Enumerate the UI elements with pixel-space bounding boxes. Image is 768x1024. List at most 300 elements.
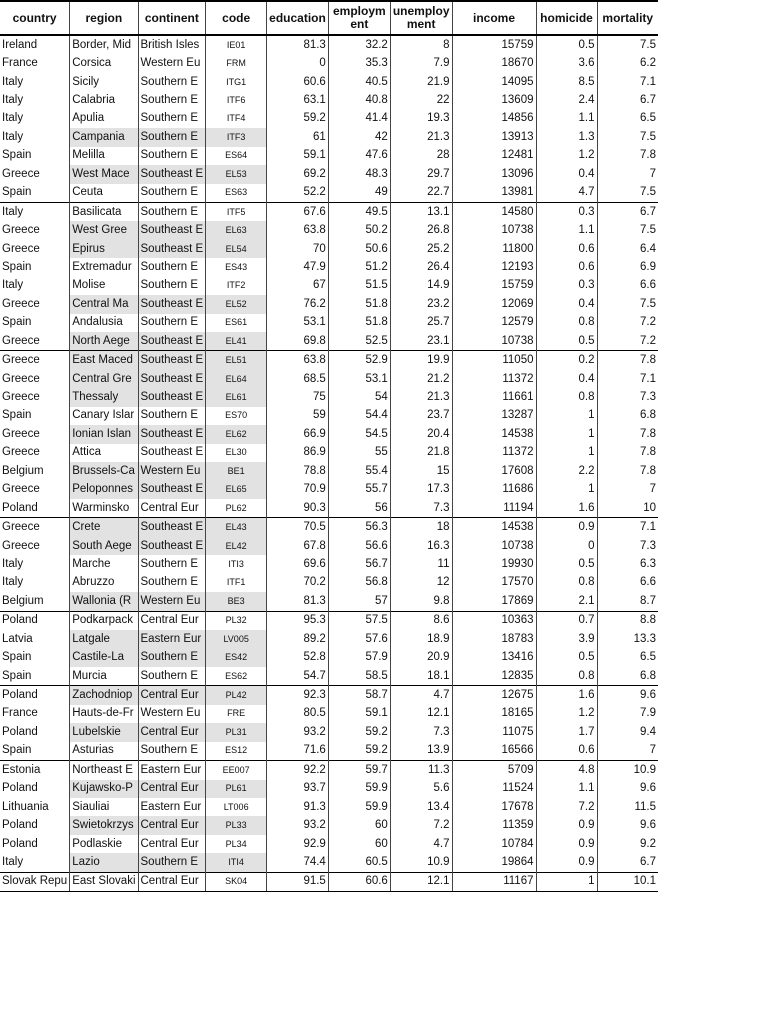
cell-country[interactable]: Greece <box>2 391 40 404</box>
cell-mortality[interactable]: 9.6 <box>597 816 658 834</box>
cell-country[interactable]: Italy <box>2 75 24 88</box>
cell-continent[interactable]: Southern E <box>138 742 206 761</box>
cell-country[interactable]: France <box>2 707 38 720</box>
cell-unemployment[interactable]: 12 <box>390 574 452 592</box>
cell-employment[interactable]: 53.1 <box>328 370 390 388</box>
cell-country[interactable]: Spain <box>2 669 32 682</box>
cell-employment[interactable]: 59.9 <box>328 798 390 816</box>
cell-homicide[interactable]: 4.8 <box>536 761 597 780</box>
cell-employment[interactable]: 32.2 <box>328 35 390 54</box>
cell-income[interactable]: 14580 <box>452 202 536 221</box>
cell-income[interactable]: 14538 <box>452 425 536 443</box>
cell-country[interactable]: Spain <box>2 651 32 664</box>
cell-continent[interactable]: Southern E <box>138 202 206 221</box>
cell-income[interactable]: 11167 <box>452 872 536 891</box>
cell-education[interactable]: 52.8 <box>267 648 329 666</box>
cell-region[interactable]: Warminsko <box>70 499 138 518</box>
cell-income[interactable]: 11372 <box>452 444 536 462</box>
cell-code[interactable]: FRE <box>206 705 267 723</box>
col-header-code[interactable]: code <box>206 1 267 35</box>
cell-region[interactable]: Apulia <box>70 110 138 128</box>
cell-country[interactable]: Poland <box>2 819 38 832</box>
cell-homicide[interactable]: 0.9 <box>536 853 597 872</box>
cell-employment[interactable]: 51.5 <box>328 277 390 295</box>
cell-unemployment[interactable]: 25.2 <box>390 240 452 258</box>
cell-region[interactable]: Zachodniop <box>70 686 138 705</box>
cell-code[interactable]: ITG1 <box>206 73 267 91</box>
cell-homicide[interactable]: 1.2 <box>536 705 597 723</box>
cell-region[interactable]: Sicily <box>70 73 138 91</box>
cell-continent[interactable]: Southeast E <box>138 165 206 183</box>
cell-education[interactable]: 81.3 <box>267 35 329 54</box>
cell-country[interactable]: Italy <box>2 576 24 589</box>
cell-income[interactable]: 10738 <box>452 221 536 239</box>
cell-continent[interactable]: Southeast E <box>138 444 206 462</box>
cell-mortality[interactable]: 6.7 <box>597 202 658 221</box>
cell-income[interactable]: 17570 <box>452 574 536 592</box>
cell-code[interactable]: ITF6 <box>206 91 267 109</box>
cell-region[interactable]: Molise <box>70 277 138 295</box>
cell-income[interactable]: 11359 <box>452 816 536 834</box>
cell-income[interactable]: 13609 <box>452 91 536 109</box>
cell-employment[interactable]: 59.2 <box>328 742 390 761</box>
cell-continent[interactable]: Southern E <box>138 184 206 203</box>
cell-continent[interactable]: Central Eur <box>138 723 206 741</box>
cell-homicide[interactable]: 0.5 <box>536 555 597 573</box>
cell-unemployment[interactable]: 5.6 <box>390 780 452 798</box>
cell-code[interactable]: ES43 <box>206 258 267 276</box>
cell-code[interactable]: PL34 <box>206 835 267 853</box>
cell-country[interactable]: Poland <box>2 837 38 850</box>
cell-continent[interactable]: Southeast E <box>138 481 206 499</box>
cell-education[interactable]: 70.2 <box>267 574 329 592</box>
cell-income[interactable]: 10784 <box>452 835 536 853</box>
cell-education[interactable]: 90.3 <box>267 499 329 518</box>
cell-country[interactable]: Lithuania <box>2 800 49 813</box>
cell-mortality[interactable]: 9.6 <box>597 780 658 798</box>
cell-country[interactable]: Italy <box>2 112 24 125</box>
cell-employment[interactable]: 49 <box>328 184 390 203</box>
cell-education[interactable]: 75 <box>267 388 329 406</box>
cell-unemployment[interactable]: 11 <box>390 555 452 573</box>
cell-mortality[interactable]: 10.1 <box>597 872 658 891</box>
cell-unemployment[interactable]: 11.3 <box>390 761 452 780</box>
cell-region[interactable]: Castile-La <box>70 648 138 666</box>
cell-income[interactable]: 18783 <box>452 630 536 648</box>
cell-homicide[interactable]: 2.2 <box>536 462 597 480</box>
cell-income[interactable]: 11075 <box>452 723 536 741</box>
cell-code[interactable]: EL30 <box>206 444 267 462</box>
cell-code[interactable]: BE1 <box>206 462 267 480</box>
cell-country[interactable]: Poland <box>2 501 38 514</box>
cell-unemployment[interactable]: 23.7 <box>390 407 452 425</box>
cell-employment[interactable]: 57 <box>328 592 390 611</box>
cell-unemployment[interactable]: 19.9 <box>390 351 452 370</box>
cell-income[interactable]: 13416 <box>452 648 536 666</box>
cell-continent[interactable]: Southeast E <box>138 332 206 351</box>
cell-employment[interactable]: 60.5 <box>328 853 390 872</box>
cell-code[interactable]: PL42 <box>206 686 267 705</box>
cell-region[interactable]: Podlaskie <box>70 835 138 853</box>
cell-education[interactable]: 89.2 <box>267 630 329 648</box>
cell-income[interactable]: 12579 <box>452 314 536 332</box>
cell-code[interactable]: ES61 <box>206 314 267 332</box>
cell-country[interactable]: Belgium <box>2 464 44 477</box>
cell-employment[interactable]: 52.9 <box>328 351 390 370</box>
cell-mortality[interactable]: 6.8 <box>597 407 658 425</box>
cell-homicide[interactable]: 7.2 <box>536 798 597 816</box>
cell-code[interactable]: EL43 <box>206 518 267 537</box>
cell-region[interactable]: West Mace <box>70 165 138 183</box>
cell-education[interactable]: 52.2 <box>267 184 329 203</box>
cell-continent[interactable]: Southern E <box>138 853 206 872</box>
cell-continent[interactable]: Southern E <box>138 277 206 295</box>
cell-employment[interactable]: 60 <box>328 835 390 853</box>
cell-mortality[interactable]: 7.8 <box>597 462 658 480</box>
cell-homicide[interactable]: 1 <box>536 444 597 462</box>
cell-region[interactable]: Lubelskie <box>70 723 138 741</box>
cell-country[interactable]: Greece <box>2 427 40 440</box>
cell-continent[interactable]: Southeast E <box>138 221 206 239</box>
cell-mortality[interactable]: 8.7 <box>597 592 658 611</box>
cell-mortality[interactable]: 7.1 <box>597 370 658 388</box>
col-header-unemployment[interactable]: unemploy ment <box>390 1 452 35</box>
cell-education[interactable]: 0 <box>267 54 329 72</box>
cell-code[interactable]: ES62 <box>206 667 267 686</box>
cell-continent[interactable]: British Isles <box>138 35 206 54</box>
cell-region[interactable]: Ionian Islan <box>70 425 138 443</box>
cell-homicide[interactable]: 1.2 <box>536 147 597 165</box>
cell-education[interactable]: 63.1 <box>267 91 329 109</box>
cell-country[interactable]: Spain <box>2 316 32 329</box>
col-header-employment[interactable]: employm ent <box>328 1 390 35</box>
cell-continent[interactable]: Southern E <box>138 147 206 165</box>
col-header-country[interactable]: country <box>0 1 70 35</box>
cell-mortality[interactable]: 6.8 <box>597 667 658 686</box>
cell-unemployment[interactable]: 25.7 <box>390 314 452 332</box>
cell-continent[interactable]: Central Eur <box>138 611 206 630</box>
cell-employment[interactable]: 58.7 <box>328 686 390 705</box>
cell-continent[interactable]: Central Eur <box>138 816 206 834</box>
cell-mortality[interactable]: 6.4 <box>597 240 658 258</box>
cell-unemployment[interactable]: 22.7 <box>390 184 452 203</box>
cell-code[interactable]: ITF4 <box>206 110 267 128</box>
cell-homicide[interactable]: 1 <box>536 872 597 891</box>
cell-education[interactable]: 69.6 <box>267 555 329 573</box>
cell-income[interactable]: 11050 <box>452 351 536 370</box>
cell-continent[interactable]: Western Eu <box>138 54 206 72</box>
cell-mortality[interactable]: 10 <box>597 499 658 518</box>
cell-income[interactable]: 13913 <box>452 128 536 146</box>
cell-region[interactable]: Calabria <box>70 91 138 109</box>
cell-country[interactable]: Italy <box>2 130 24 143</box>
cell-employment[interactable]: 52.5 <box>328 332 390 351</box>
cell-employment[interactable]: 56 <box>328 499 390 518</box>
cell-education[interactable]: 70.9 <box>267 481 329 499</box>
cell-unemployment[interactable]: 21.3 <box>390 128 452 146</box>
col-header-continent[interactable]: continent <box>138 1 206 35</box>
cell-unemployment[interactable]: 10.9 <box>390 853 452 872</box>
cell-education[interactable]: 92.3 <box>267 686 329 705</box>
cell-mortality[interactable]: 6.2 <box>597 54 658 72</box>
cell-region[interactable]: Swietokrzys <box>70 816 138 834</box>
cell-continent[interactable]: Central Eur <box>138 835 206 853</box>
cell-continent[interactable]: Southeast E <box>138 370 206 388</box>
cell-employment[interactable]: 54.4 <box>328 407 390 425</box>
cell-country[interactable]: Spain <box>2 149 32 162</box>
cell-unemployment[interactable]: 7.3 <box>390 723 452 741</box>
cell-continent[interactable]: Western Eu <box>138 592 206 611</box>
cell-education[interactable]: 92.9 <box>267 835 329 853</box>
cell-unemployment[interactable]: 23.1 <box>390 332 452 351</box>
cell-continent[interactable]: Western Eu <box>138 462 206 480</box>
cell-education[interactable]: 69.8 <box>267 332 329 351</box>
cell-income[interactable]: 14538 <box>452 518 536 537</box>
cell-homicide[interactable]: 0.4 <box>536 370 597 388</box>
cell-region[interactable]: Ceuta <box>70 184 138 203</box>
cell-homicide[interactable]: 1 <box>536 407 597 425</box>
cell-code[interactable]: EL54 <box>206 240 267 258</box>
cell-continent[interactable]: Central Eur <box>138 499 206 518</box>
cell-unemployment[interactable]: 21.9 <box>390 73 452 91</box>
cell-employment[interactable]: 56.3 <box>328 518 390 537</box>
cell-homicide[interactable]: 0.5 <box>536 648 597 666</box>
col-header-homicide[interactable]: homicide <box>536 1 597 35</box>
cell-mortality[interactable]: 6.5 <box>597 110 658 128</box>
cell-mortality[interactable]: 7.8 <box>597 444 658 462</box>
cell-employment[interactable]: 58.5 <box>328 667 390 686</box>
cell-code[interactable]: ITI4 <box>206 853 267 872</box>
cell-homicide[interactable]: 0 <box>536 537 597 555</box>
cell-education[interactable]: 93.2 <box>267 816 329 834</box>
cell-homicide[interactable]: 1 <box>536 425 597 443</box>
cell-country[interactable]: Belgium <box>2 594 44 607</box>
cell-continent[interactable]: Southern E <box>138 91 206 109</box>
cell-continent[interactable]: Eastern Eur <box>138 798 206 816</box>
cell-region[interactable]: Podkarpack <box>70 611 138 630</box>
cell-education[interactable]: 95.3 <box>267 611 329 630</box>
cell-region[interactable]: Peloponnes <box>70 481 138 499</box>
cell-unemployment[interactable]: 15 <box>390 462 452 480</box>
cell-unemployment[interactable]: 16.3 <box>390 537 452 555</box>
cell-unemployment[interactable]: 19.3 <box>390 110 452 128</box>
cell-unemployment[interactable]: 9.8 <box>390 592 452 611</box>
cell-employment[interactable]: 54.5 <box>328 425 390 443</box>
cell-continent[interactable]: Southeast E <box>138 537 206 555</box>
cell-unemployment[interactable]: 21.8 <box>390 444 452 462</box>
cell-employment[interactable]: 56.8 <box>328 574 390 592</box>
cell-unemployment[interactable]: 13.4 <box>390 798 452 816</box>
cell-education[interactable]: 47.9 <box>267 258 329 276</box>
cell-country[interactable]: Greece <box>2 372 40 385</box>
cell-continent[interactable]: Central Eur <box>138 686 206 705</box>
cell-education[interactable]: 68.5 <box>267 370 329 388</box>
cell-education[interactable]: 76.2 <box>267 295 329 313</box>
cell-mortality[interactable]: 7.3 <box>597 388 658 406</box>
cell-employment[interactable]: 50.6 <box>328 240 390 258</box>
cell-homicide[interactable]: 1.1 <box>536 110 597 128</box>
cell-region[interactable]: Asturias <box>70 742 138 761</box>
cell-mortality[interactable]: 7.8 <box>597 425 658 443</box>
col-header-region[interactable]: region <box>70 1 138 35</box>
cell-mortality[interactable]: 8.8 <box>597 611 658 630</box>
cell-mortality[interactable]: 10.9 <box>597 761 658 780</box>
cell-unemployment[interactable]: 8 <box>390 35 452 54</box>
cell-employment[interactable]: 40.8 <box>328 91 390 109</box>
cell-country[interactable]: Spain <box>2 744 32 757</box>
cell-code[interactable]: IE01 <box>206 35 267 54</box>
cell-region[interactable]: Border, Mid <box>70 35 138 54</box>
cell-mortality[interactable]: 7.2 <box>597 332 658 351</box>
cell-region[interactable]: Basilicata <box>70 202 138 221</box>
cell-country[interactable]: Greece <box>2 334 40 347</box>
cell-country[interactable]: Poland <box>2 725 38 738</box>
cell-homicide[interactable]: 0.9 <box>536 835 597 853</box>
cell-income[interactable]: 13287 <box>452 407 536 425</box>
cell-income[interactable]: 14856 <box>452 110 536 128</box>
cell-continent[interactable]: Southern E <box>138 667 206 686</box>
cell-employment[interactable]: 47.6 <box>328 147 390 165</box>
cell-unemployment[interactable]: 20.4 <box>390 425 452 443</box>
cell-homicide[interactable]: 8.5 <box>536 73 597 91</box>
cell-mortality[interactable]: 6.7 <box>597 91 658 109</box>
cell-unemployment[interactable]: 18 <box>390 518 452 537</box>
cell-code[interactable]: ES12 <box>206 742 267 761</box>
cell-homicide[interactable]: 1 <box>536 481 597 499</box>
cell-country[interactable]: Greece <box>2 539 40 552</box>
cell-income[interactable]: 18165 <box>452 705 536 723</box>
cell-country[interactable]: Greece <box>0 351 70 370</box>
cell-continent[interactable]: Eastern Eur <box>138 630 206 648</box>
cell-code[interactable]: EL61 <box>206 388 267 406</box>
cell-income[interactable]: 12835 <box>452 667 536 686</box>
cell-income[interactable]: 12069 <box>452 295 536 313</box>
cell-employment[interactable]: 57.6 <box>328 630 390 648</box>
cell-continent[interactable]: Southern E <box>138 128 206 146</box>
cell-education[interactable]: 61 <box>267 128 329 146</box>
cell-employment[interactable]: 35.3 <box>328 54 390 72</box>
cell-mortality[interactable]: 7.8 <box>597 147 658 165</box>
cell-code[interactable]: EL62 <box>206 425 267 443</box>
cell-code[interactable]: ITF3 <box>206 128 267 146</box>
cell-unemployment[interactable]: 18.9 <box>390 630 452 648</box>
cell-homicide[interactable]: 3.6 <box>536 54 597 72</box>
cell-employment[interactable]: 51.2 <box>328 258 390 276</box>
cell-code[interactable]: EL52 <box>206 295 267 313</box>
cell-code[interactable]: LT006 <box>206 798 267 816</box>
cell-code[interactable]: PL32 <box>206 611 267 630</box>
cell-continent[interactable]: Southeast E <box>138 295 206 313</box>
cell-education[interactable]: 63.8 <box>267 351 329 370</box>
cell-income[interactable]: 13981 <box>452 184 536 203</box>
cell-mortality[interactable]: 7.1 <box>597 518 658 537</box>
cell-mortality[interactable]: 7.5 <box>597 128 658 146</box>
cell-homicide[interactable]: 0.6 <box>536 258 597 276</box>
cell-region[interactable]: Latgale <box>70 630 138 648</box>
cell-homicide[interactable]: 0.8 <box>536 574 597 592</box>
cell-income[interactable]: 10363 <box>452 611 536 630</box>
cell-income[interactable]: 15759 <box>452 277 536 295</box>
cell-mortality[interactable]: 6.9 <box>597 258 658 276</box>
cell-continent[interactable]: Southeast E <box>138 240 206 258</box>
cell-homicide[interactable]: 0.8 <box>536 667 597 686</box>
cell-region[interactable]: Central Ma <box>70 295 138 313</box>
cell-homicide[interactable]: 0.2 <box>536 351 597 370</box>
cell-employment[interactable]: 51.8 <box>328 314 390 332</box>
cell-homicide[interactable]: 0.4 <box>536 165 597 183</box>
cell-income[interactable]: 11661 <box>452 388 536 406</box>
cell-region[interactable]: Extremadur <box>70 258 138 276</box>
cell-code[interactable]: EL63 <box>206 221 267 239</box>
cell-education[interactable]: 59.1 <box>267 147 329 165</box>
cell-mortality[interactable]: 9.2 <box>597 835 658 853</box>
cell-education[interactable]: 60.6 <box>267 73 329 91</box>
cell-region[interactable]: Melilla <box>70 147 138 165</box>
cell-income[interactable]: 12481 <box>452 147 536 165</box>
cell-income[interactable]: 12675 <box>452 686 536 705</box>
col-header-income[interactable]: income <box>452 1 536 35</box>
cell-unemployment[interactable]: 28 <box>390 147 452 165</box>
cell-education[interactable]: 91.5 <box>267 872 329 891</box>
cell-education[interactable]: 93.7 <box>267 780 329 798</box>
cell-continent[interactable]: Central Eur <box>138 872 206 891</box>
cell-country[interactable]: Italy <box>2 855 24 868</box>
cell-unemployment[interactable]: 18.1 <box>390 667 452 686</box>
cell-education[interactable]: 70 <box>267 240 329 258</box>
cell-code[interactable]: ITF1 <box>206 574 267 592</box>
cell-continent[interactable]: Western Eu <box>138 705 206 723</box>
cell-code[interactable]: PL62 <box>206 499 267 518</box>
cell-income[interactable]: 11800 <box>452 240 536 258</box>
cell-homicide[interactable]: 0.5 <box>536 35 597 54</box>
cell-code[interactable]: EL64 <box>206 370 267 388</box>
cell-unemployment[interactable]: 4.7 <box>390 686 452 705</box>
cell-employment[interactable]: 54 <box>328 388 390 406</box>
cell-education[interactable]: 59.2 <box>267 110 329 128</box>
cell-country[interactable]: Greece <box>0 518 70 537</box>
cell-income[interactable]: 5709 <box>452 761 536 780</box>
cell-region[interactable]: Brussels-Ca <box>70 462 138 480</box>
cell-country[interactable]: Estonia <box>0 761 70 780</box>
cell-employment[interactable]: 42 <box>328 128 390 146</box>
cell-region[interactable]: Northeast E <box>70 761 138 780</box>
cell-region[interactable]: West Gree <box>70 221 138 239</box>
cell-employment[interactable]: 57.5 <box>328 611 390 630</box>
cell-country[interactable]: France <box>2 57 38 70</box>
cell-region[interactable]: Crete <box>70 518 138 537</box>
cell-mortality[interactable]: 7.9 <box>597 705 658 723</box>
cell-mortality[interactable]: 9.4 <box>597 723 658 741</box>
cell-income[interactable]: 17608 <box>452 462 536 480</box>
cell-employment[interactable]: 51.8 <box>328 295 390 313</box>
cell-education[interactable]: 81.3 <box>267 592 329 611</box>
cell-homicide[interactable]: 0.8 <box>536 388 597 406</box>
cell-education[interactable]: 71.6 <box>267 742 329 761</box>
cell-mortality[interactable]: 9.6 <box>597 686 658 705</box>
cell-homicide[interactable]: 2.4 <box>536 91 597 109</box>
cell-region[interactable]: Andalusia <box>70 314 138 332</box>
cell-unemployment[interactable]: 7.2 <box>390 816 452 834</box>
cell-education[interactable]: 80.5 <box>267 705 329 723</box>
cell-education[interactable]: 78.8 <box>267 462 329 480</box>
cell-homicide[interactable]: 0.8 <box>536 314 597 332</box>
cell-code[interactable]: PL61 <box>206 780 267 798</box>
cell-country[interactable]: Greece <box>2 483 40 496</box>
cell-education[interactable]: 67.8 <box>267 537 329 555</box>
cell-region[interactable]: Epirus <box>70 240 138 258</box>
col-header-mortality[interactable]: mortality <box>597 1 658 35</box>
cell-unemployment[interactable]: 12.1 <box>390 705 452 723</box>
